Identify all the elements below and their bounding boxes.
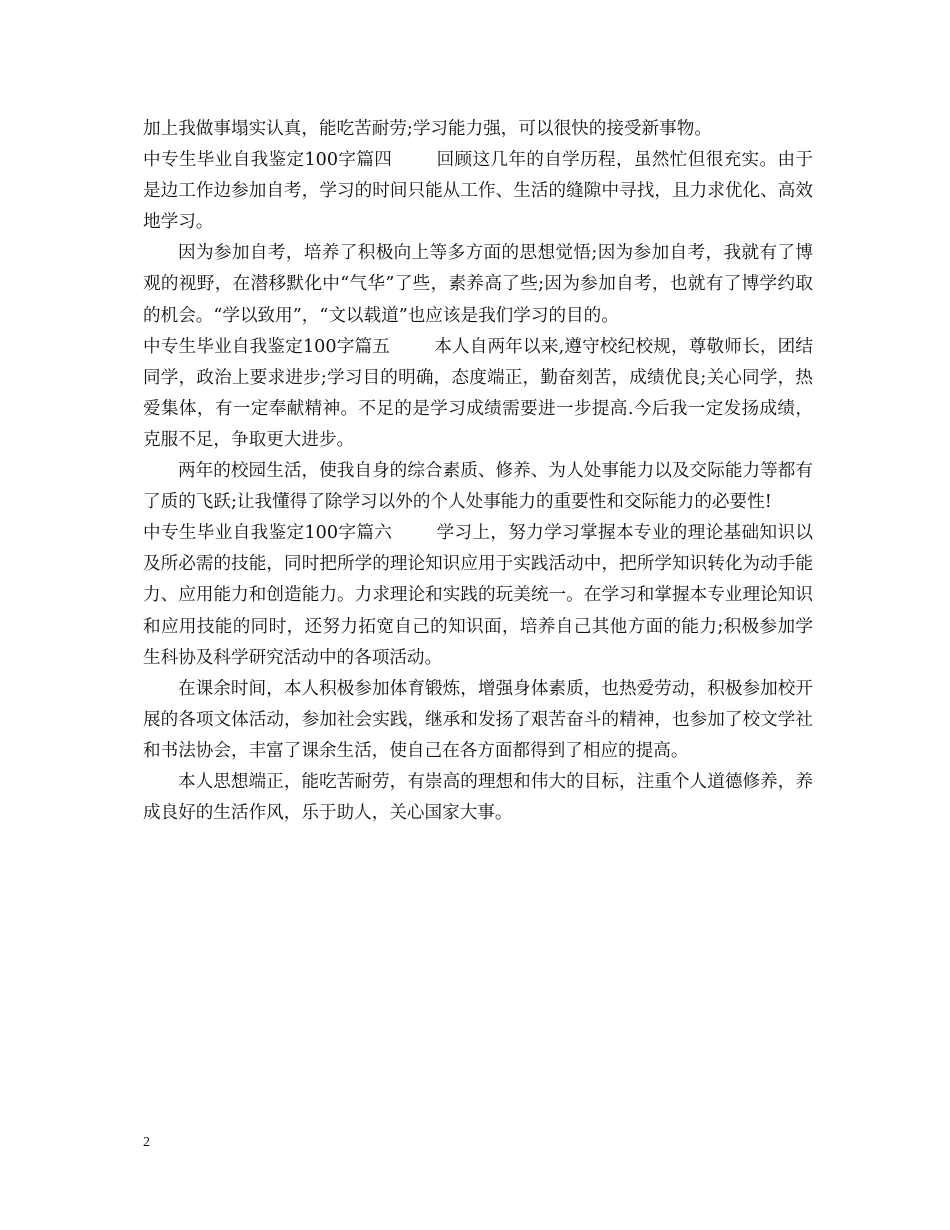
paragraph-self-study-benefits: 因为参加自考，培养了积极向上等多方面的思想觉悟;因为参加自考，我就有了博观的视野，在潜移默化中“气华”了些，素养高了些;因为参加自考，也就有了博学约取的机会。“学以致用”，“文以载道”也应该是我们学习的目的。	[143, 243, 813, 326]
section-heading-part-five: 中专生毕业自我鉴定100字篇五	[143, 336, 391, 357]
paragraph-campus-life: 两年的校园生活，使我自身的综合素质、修养、为人处事能力以及交际能力等都有了质的飞跃;让我懂得了除学习以外的个人处事能力的重要性和交际能力的必要性!	[143, 461, 813, 513]
section-part-six	[143, 518, 813, 673]
section-heading-part-four: 中专生毕业自我鉴定100字篇四	[143, 150, 393, 171]
section-body-part-six: 学习上，努力学习掌握本专业的理论基础知识以及所必需的技能，同时把所学的理论知识应用于实践活动中，把所学知识转化为动手能力、应用能力和创造能力。力求理论和实践的玩美统一。在学习和掌握本专业理论知识和应用技能的同时，还努力拓宽自己的知识面，培养自己其他方面的能力;积极参加学生科协及科学研究活动中的各项活动。	[143, 523, 813, 668]
section-body-part-five: 本人自两年以来,遵守校纪校规，尊敬师长，团结同学，政治上要求进步;学习目的明确，态度端正，勤奋刻苦，成绩优良;关心同学，热爱集体，有一定奉献精神。不足的是学习成绩需要进一步提高.今后我一定发扬成绩，克服不足，争取更大进步。	[143, 336, 813, 450]
page-number: 2	[143, 1135, 150, 1150]
paragraph-extracurricular: 在课余时间，本人积极参加体育锻炼，增强身体素质，也热爱劳动，积极参加校开展的各项文体活动，参加社会实践，继承和发扬了艰苦奋斗的精神，也参加了校文学社和书法协会，丰富了课余生活，使自己在各方面都得到了相应的提高。	[143, 678, 813, 761]
paragraph-intro: 加上我做事塌实认真，能吃苦耐劳;学习能力强，可以很快的接受新事物。	[143, 119, 712, 139]
section-part-four	[143, 145, 813, 238]
section-part-five	[143, 332, 813, 456]
document-page	[143, 114, 813, 829]
section-body-part-four: 回顾这几年的自学历程，虽然忙但很充实。由于是边工作边参加自考，学习的时间只能从工作、生活的缝隙中寻找，且力求优化、高效地学习。	[143, 150, 813, 233]
section-heading-part-six: 中专生毕业自我鉴定100字篇六	[143, 523, 393, 544]
paragraph-character: 本人思想端正，能吃苦耐劳，有崇高的理想和伟大的目标，注重个人道德修养，养成良好的生活作风，乐于助人，关心国家大事。	[143, 771, 813, 824]
